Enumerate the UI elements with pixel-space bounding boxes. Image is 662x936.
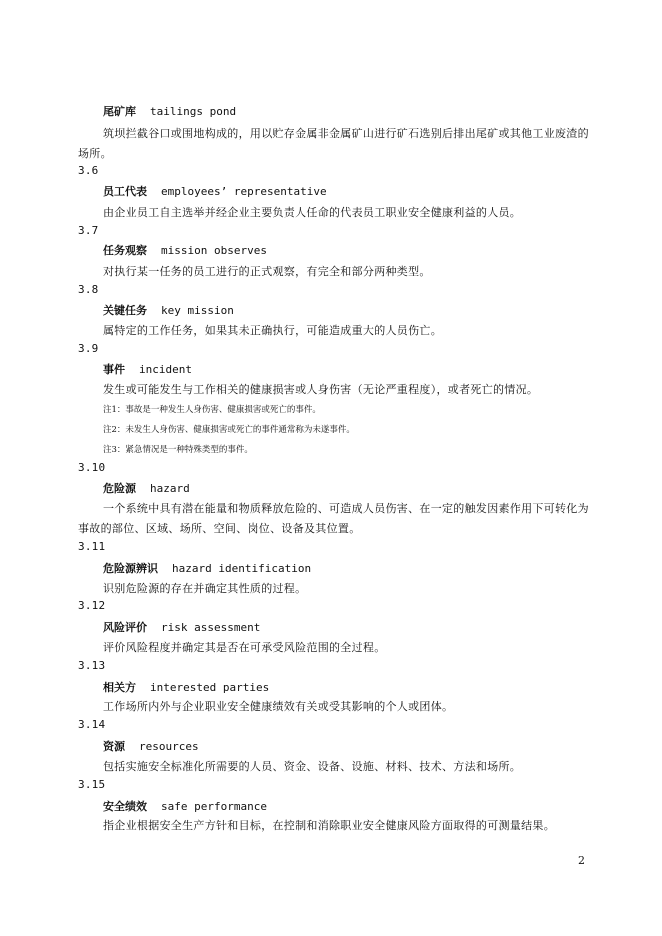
- term-heading: [103, 560, 311, 576]
- term-en: safe performance: [161, 800, 267, 813]
- clause-number: 3.11: [78, 540, 106, 553]
- clause-number: 3.8: [78, 283, 99, 296]
- term-heading: [103, 480, 190, 496]
- definition-continued: 场所。: [78, 147, 112, 160]
- definition: 一个系统中具有潜在能量和物质释放危险的、可造成人员伤害、在一定的触发因素作用下可转化为: [103, 502, 589, 515]
- term-en: interested parties: [150, 681, 270, 694]
- term-zh: 事件: [103, 363, 125, 376]
- definition: 识别危险源的存在并确定其性质的过程。: [103, 582, 307, 595]
- term-heading: [103, 361, 192, 377]
- term-heading: [103, 242, 267, 258]
- term-zh: 安全绩效: [103, 800, 147, 813]
- term-heading: [103, 679, 269, 695]
- note: 注3：紧急情况是一种特殊类型的事件。: [103, 445, 253, 455]
- term-en: mission observes: [161, 244, 267, 257]
- term-en: hazard identification: [172, 562, 312, 575]
- definition: 工作场所内外与企业职业安全健康绩效有关或受其影响的个人或团体。: [103, 700, 454, 713]
- term-zh: 危险源: [103, 482, 136, 495]
- definition: 属特定的工作任务，如果其未正确执行，可能造成重大的人员伤亡。: [103, 324, 442, 337]
- term-zh: 尾矿库: [103, 105, 136, 118]
- clause-number: 3.13: [78, 659, 106, 672]
- term-zh: 关键任务: [103, 304, 147, 317]
- definition: 指企业根据安全生产方针和目标，在控制和消除职业安全健康风险方面取得的可测量结果。: [103, 819, 555, 832]
- definition: 评价风险程度并确定其是否在可承受风险范围的全过程。: [103, 641, 386, 654]
- page-number: 2: [578, 854, 585, 867]
- clause-number: 3.14: [78, 718, 106, 731]
- term-en: incident: [139, 363, 192, 376]
- term-zh: 任务观察: [103, 244, 147, 257]
- term-zh: 风险评价: [103, 621, 147, 634]
- term-heading: [103, 302, 234, 318]
- term-en: tailings pond: [150, 105, 237, 118]
- clause-number: 3.9: [78, 342, 99, 355]
- clause-number: 3.15: [78, 778, 106, 791]
- term-en: hazard: [150, 482, 190, 495]
- term-en: employees’ representative: [161, 185, 327, 198]
- note: 注1：事故是一种发生人身伤害、健康损害或死亡的事件。: [103, 405, 321, 415]
- definition-continued: 事故的部位、区域、场所、空间、岗位、设备及其位置。: [78, 522, 361, 535]
- term-heading: [103, 738, 199, 754]
- clause-number: 3.6: [78, 164, 99, 177]
- definition: 对执行某一任务的员工进行的正式观察，有完全和部分两种类型。: [103, 265, 431, 278]
- term-zh: 危险源辨识: [103, 562, 158, 575]
- term-heading: [103, 103, 236, 119]
- clause-number: 3.12: [78, 599, 106, 612]
- definition: 筑坝拦截谷口或围地构成的，用以贮存金属非金属矿山进行矿石选别后排出尾矿或其他工业废渣的: [103, 127, 589, 140]
- term-en: key mission: [161, 304, 234, 317]
- term-zh: 员工代表: [103, 185, 147, 198]
- definition: 发生或可能发生与工作相关的健康损害或人身伤害（无论严重程度），或者死亡的情况。: [103, 383, 539, 396]
- term-en: resources: [139, 740, 199, 753]
- definition: 包括实施安全标准化所需要的人员、资金、设备、设施、材料、技术、方法和场所。: [103, 760, 522, 773]
- term-heading: [103, 183, 327, 199]
- clause-number: 3.7: [78, 224, 99, 237]
- clause-number: 3.10: [78, 461, 106, 474]
- term-en: risk assessment: [161, 621, 261, 634]
- term-heading: [103, 619, 260, 635]
- term-zh: 资源: [103, 740, 125, 753]
- term-heading: [103, 798, 267, 814]
- term-zh: 相关方: [103, 681, 136, 694]
- note: 注2：未发生人身伤害、健康损害或死亡的事件通常称为未遂事件。: [103, 425, 355, 435]
- definition: 由企业员工自主选举并经企业主要负责人任命的代表员工职业安全健康利益的人员。: [103, 206, 522, 219]
